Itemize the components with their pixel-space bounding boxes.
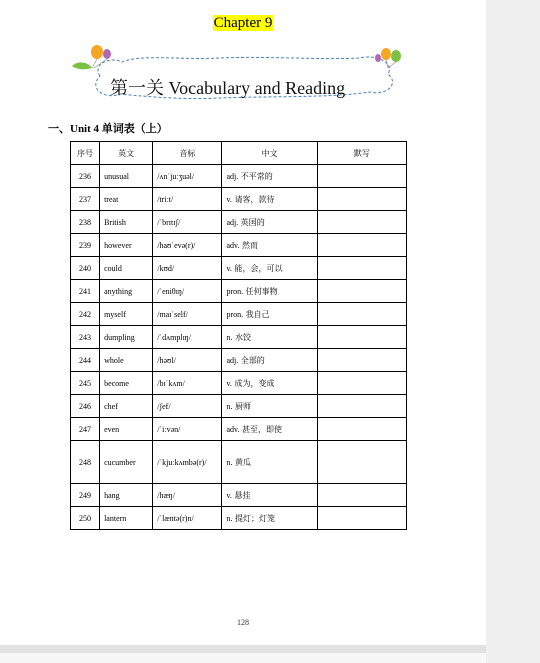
word-chinese [222,303,317,326]
meaning: 全部的 [240,355,265,365]
header-chinese: 中文 [222,142,317,165]
dictation-cell [317,372,406,395]
dictation-cell [317,165,406,188]
word-chinese [222,234,317,257]
section-title: 一、Unit 4 单词表（上） [48,123,168,135]
word-number: 247 [71,418,100,441]
word-phonetic: /triːt/ [153,188,222,211]
table-row [71,211,407,234]
part-of-speech: n. [226,513,233,523]
part-of-speech: n. [226,457,233,467]
part-of-speech: n. [226,332,233,342]
word-number: 237 [71,188,100,211]
header-dictation: 默写 [317,142,406,165]
word-english: hang [100,484,153,507]
meaning: 不平常的 [240,171,273,181]
part-of-speech: v. [226,263,232,273]
table-row [71,418,407,441]
part-of-speech: adv. [226,424,240,434]
word-phonetic: /ʃef/ [153,395,222,418]
word-number: 248 [71,441,100,484]
meaning: 悬挂 [234,490,251,500]
word-english: become [100,372,153,395]
balloon-icon [103,49,111,59]
dictation-cell [317,234,406,257]
dictation-cell [317,395,406,418]
dictation-cell [317,441,406,484]
table-row [71,165,407,188]
viewer-side-panel [486,0,540,663]
balloon-icon [391,50,401,62]
word-english: myself [100,303,153,326]
word-chinese [222,188,317,211]
table-header-row [71,142,407,165]
table-row [71,303,407,326]
word-number: 250 [71,507,100,530]
part-of-speech: adj. [226,217,239,227]
viewer-page-gap [0,645,486,663]
word-chinese [222,165,317,188]
meaning: 任何事物 [245,286,278,296]
word-english: dumpling [100,326,153,349]
dictation-cell [317,303,406,326]
word-phonetic: /ˈiːvən/ [153,418,222,441]
word-english: whole [100,349,153,372]
word-english: treat [100,188,153,211]
word-number: 249 [71,484,100,507]
meaning: 我自己 [245,309,270,319]
word-phonetic: /bɪˈkʌm/ [153,372,222,395]
table-row [71,257,407,280]
dictation-cell [317,418,406,441]
word-number: 243 [71,326,100,349]
next-page-edge[interactable] [0,653,486,663]
leaf-icon [72,62,92,69]
word-chinese [222,507,317,530]
word-phonetic: /maɪˈself/ [153,303,222,326]
part-of-speech: v. [226,378,232,388]
meaning: 甚至，即使 [242,424,283,434]
meaning: 能，会，可以 [234,263,283,273]
word-chinese [222,211,317,234]
dictation-cell [317,280,406,303]
meaning: 请客，款待 [234,194,275,204]
word-phonetic: /haʊˈevə(r)/ [153,234,222,257]
word-chinese [222,484,317,507]
word-english: chef [100,395,153,418]
table-row [71,234,407,257]
word-chinese [222,257,317,280]
dictation-cell [317,349,406,372]
dictation-cell [317,326,406,349]
word-phonetic: /ˈeniθɪŋ/ [153,280,222,303]
word-english: unusual [100,165,153,188]
word-chinese [222,349,317,372]
word-phonetic: /ˈdʌmplɪŋ/ [153,326,222,349]
dictation-cell [317,257,406,280]
meaning: 成为，变成 [234,378,275,388]
dictation-cell [317,507,406,530]
meaning: 黄瓜 [234,457,251,467]
dictation-cell [317,484,406,507]
part-of-speech: n. [226,401,233,411]
table-row [71,188,407,211]
word-chinese [222,372,317,395]
table-row [71,372,407,395]
word-english: lantern [100,507,153,530]
word-number: 239 [71,234,100,257]
table-row [71,441,407,484]
word-chinese [222,280,317,303]
table-row [71,484,407,507]
part-of-speech: adv. [226,240,240,250]
balloon-icon [375,54,381,62]
word-phonetic: /həʊl/ [153,349,222,372]
banner-title: 第一关 Vocabulary and Reading [110,78,346,98]
word-english: British [100,211,153,234]
meaning: 厨师 [234,401,251,411]
word-english: could [100,257,153,280]
chapter-title: Chapter 9 [213,15,273,31]
word-number: 238 [71,211,100,234]
word-chinese [222,326,317,349]
dictation-cell [317,188,406,211]
table-row [71,280,407,303]
word-phonetic: /ˈlæntə(r)n/ [153,507,222,530]
dictation-cell [317,211,406,234]
word-phonetic: /ˈkjuːkʌmbə(r)/ [153,441,222,484]
vocabulary-table [70,141,407,530]
part-of-speech: pron. [226,286,244,296]
meaning: 水饺 [234,332,251,342]
part-of-speech: adj. [226,355,239,365]
meaning: 英国的 [240,217,265,227]
part-of-speech: adj. [226,171,239,181]
part-of-speech: v. [226,490,232,500]
word-english: however [100,234,153,257]
balloon-icon [91,45,103,59]
word-number: 240 [71,257,100,280]
word-phonetic: /kʊd/ [153,257,222,280]
word-number: 246 [71,395,100,418]
word-number: 245 [71,372,100,395]
word-english: cucumber [100,441,153,484]
word-english: even [100,418,153,441]
word-number: 236 [71,165,100,188]
part-of-speech: pron. [226,309,244,319]
word-number: 244 [71,349,100,372]
table-row [71,349,407,372]
word-phonetic: /ʌnˈjuːʒuəl/ [153,165,222,188]
page-number: 128 [237,618,249,627]
word-number: 242 [71,303,100,326]
part-of-speech: v. [226,194,232,204]
header-english: 英文 [100,142,153,165]
header-phonetic: 音标 [153,142,222,165]
header-number: 序号 [71,142,100,165]
word-chinese [222,395,317,418]
word-chinese [222,441,317,484]
table-row [71,395,407,418]
balloon-icon [381,48,391,60]
chapter-heading [0,14,486,32]
table-row [71,326,407,349]
meaning: 提灯；灯笼 [234,513,275,523]
word-chinese [222,418,317,441]
word-number: 241 [71,280,100,303]
table-row [71,507,407,530]
word-phonetic: /ˈbrɪtɪʃ/ [153,211,222,234]
word-english: anything [100,280,153,303]
meaning: 然而 [242,240,259,250]
word-phonetic: /hæŋ/ [153,484,222,507]
